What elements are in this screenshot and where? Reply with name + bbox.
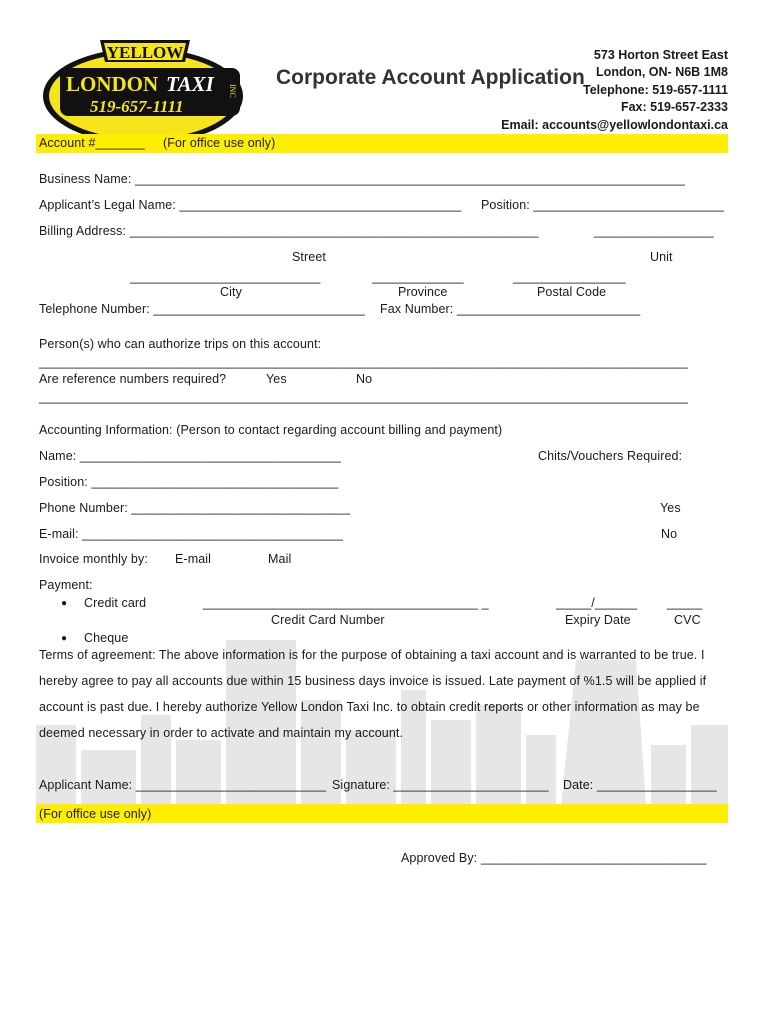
reference-field[interactable]: ____________________________________________________________________________________________ — [39, 390, 688, 404]
city-field[interactable]: ___________________________ — [130, 270, 321, 284]
city-label: City — [220, 285, 242, 299]
account-number-field[interactable]: Account #_______ — [39, 136, 145, 150]
credit-card-number-field[interactable]: _______________________________________ _ — [203, 596, 489, 610]
reference-no-option[interactable]: No — [356, 372, 373, 386]
page-title: Corporate Account Application — [276, 66, 585, 89]
terms-line-4: deemed necessary in order to activate and maintain my account. — [39, 726, 404, 740]
office-use-note: (For office use only) — [163, 136, 276, 150]
cvc-field[interactable]: _____ — [667, 596, 703, 610]
unit-label: Unit — [650, 250, 673, 264]
applicant-name-field[interactable]: Applicant Name: ___________________________ — [39, 778, 327, 792]
street-label: Street — [292, 250, 326, 264]
logo-brand-taxi: TAXI — [166, 72, 214, 96]
authorize-label: Person(s) who can authorize trips on this account: — [39, 337, 322, 351]
terms-line-2: hereby agree to pay all accounts due within 15 business days invoice is issued. Late payment of %1.5 will be applied if — [39, 674, 707, 688]
cheque-option[interactable]: Cheque — [84, 631, 129, 645]
credit-card-option[interactable]: Credit card — [84, 596, 147, 610]
yellow-london-taxi-logo — [40, 32, 250, 147]
logo-brand-london: LONDON — [66, 72, 159, 96]
office-use-label: (For office use only) — [39, 807, 152, 821]
logo-phone: 519-657-1111 — [90, 97, 184, 116]
bullet-icon: ● — [61, 633, 68, 644]
authorize-field[interactable]: ____________________________________________________________________________________________ — [39, 355, 688, 369]
approved-by-field[interactable]: Approved By: ________________________________ — [401, 851, 707, 865]
chits-label: Chits/Vouchers Required: — [538, 449, 683, 463]
address-telephone: Telephone: 519-657-1111 — [583, 82, 728, 97]
postal-code-label: Postal Code — [537, 285, 607, 299]
payment-label: Payment: — [39, 578, 93, 592]
billing-address-field[interactable]: Billing Address: __________________________________________________________ — [39, 224, 539, 238]
business-name-field[interactable]: Business Name: ______________________________________________________________________________ — [39, 172, 686, 186]
expiry-date-label: Expiry Date — [565, 613, 631, 627]
invoice-mail-option[interactable]: Mail — [268, 552, 292, 566]
chits-yes-option[interactable]: Yes — [660, 501, 681, 515]
logo-inc: INC — [228, 84, 237, 98]
reference-yes-option[interactable]: Yes — [266, 372, 287, 386]
postal-code-field[interactable]: ________________ — [513, 270, 626, 284]
invoice-label: Invoice monthly by: — [39, 552, 148, 566]
bullet-icon: ● — [61, 598, 68, 609]
credit-card-number-label: Credit Card Number — [271, 613, 385, 627]
unit-field[interactable]: _________________ — [594, 224, 714, 238]
reference-question: Are reference numbers required? — [39, 372, 227, 386]
terms-line-3: account is past due. I hereby authorize Yellow London Taxi Inc. to obtain credit reports or other information as may be — [39, 700, 700, 714]
address-line2: London, ON- N6B 1M8 — [596, 65, 728, 80]
cvc-label: CVC — [674, 613, 701, 627]
address-fax: Fax: 519-657-2333 — [620, 100, 728, 115]
position-field[interactable]: Position: ___________________________ — [481, 198, 724, 212]
chits-no-option[interactable]: No — [661, 527, 678, 541]
telephone-field[interactable]: Telephone Number: ______________________________ — [39, 302, 365, 316]
date-field[interactable]: Date: _________________ — [563, 778, 717, 792]
invoice-email-option[interactable]: E-mail — [175, 552, 212, 566]
terms-line-1: Terms of agreement: The above information is for the purpose of obtaining a taxi account and is warranted to be true. I — [39, 648, 705, 662]
accounting-name-field[interactable]: Name: _____________________________________ — [39, 449, 341, 463]
province-label: Province — [398, 285, 448, 299]
company-address — [501, 47, 728, 134]
accounting-position-field[interactable]: Position: ___________________________________ — [39, 475, 339, 489]
address-email: Email: accounts@yellowlondontaxi.ca — [501, 117, 728, 132]
address-line1: 573 Horton Street East — [593, 48, 728, 62]
logo-top-text: YELLOW — [106, 43, 184, 62]
legal-name-field[interactable]: Applicant’s Legal Name: ________________________________________ — [39, 198, 462, 212]
signature-field[interactable]: Signature: ______________________ — [332, 778, 549, 792]
accounting-heading: Accounting Information: (Person to contact regarding account billing and payment) — [39, 423, 503, 437]
expiry-date-field[interactable]: _____/______ — [556, 596, 638, 610]
province-field[interactable]: _____________ — [372, 270, 464, 284]
fax-field[interactable]: Fax Number: __________________________ — [380, 302, 641, 316]
email-field[interactable]: E-mail: _____________________________________ — [39, 527, 344, 541]
phone-number-field[interactable]: Phone Number: _______________________________ — [39, 501, 351, 515]
